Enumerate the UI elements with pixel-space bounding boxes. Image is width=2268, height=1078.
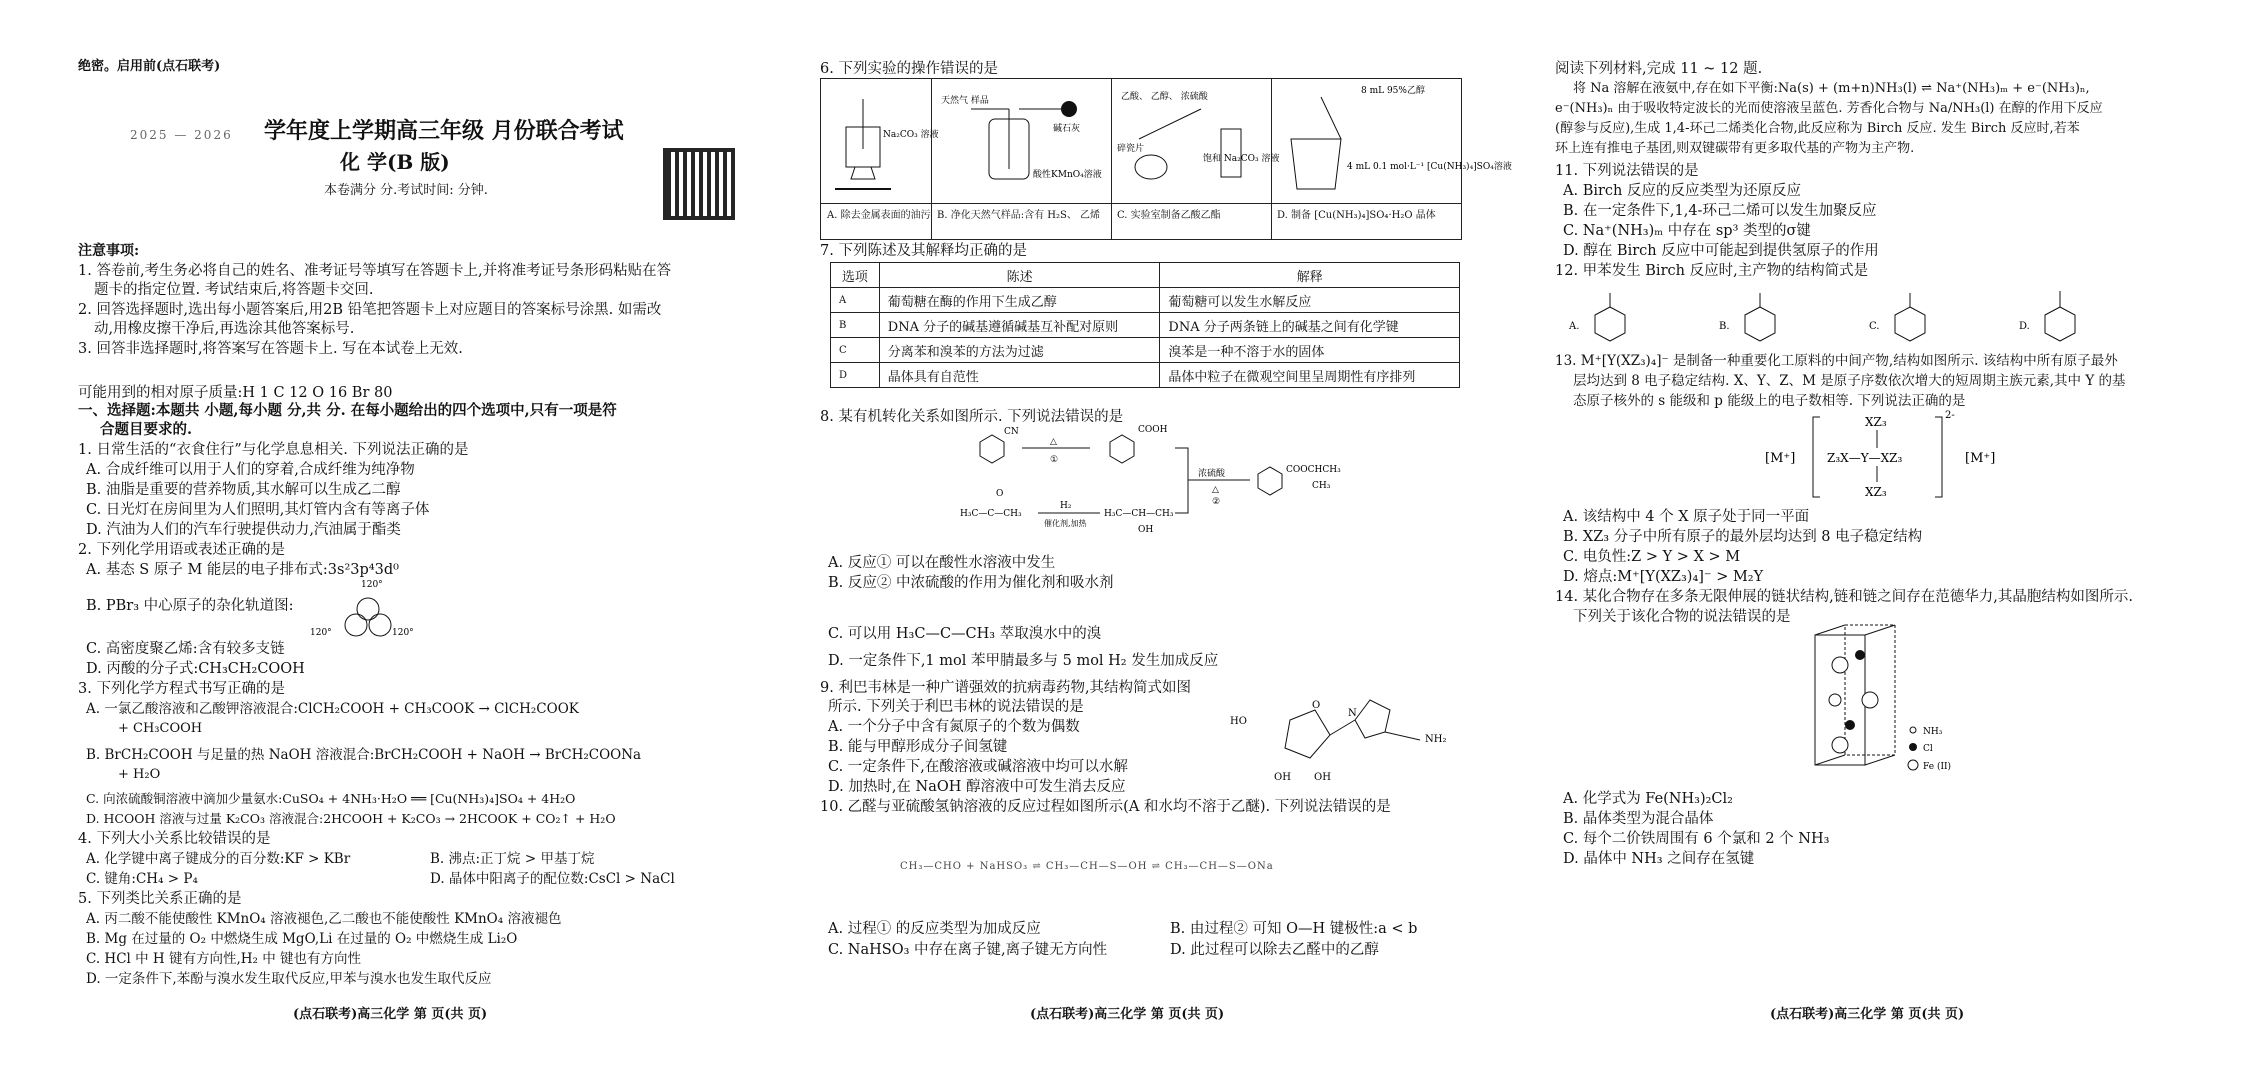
q8-opt-c: C. 可以用 H₃C—C—CH₃ 萃取溴水中的溴 bbox=[828, 626, 1102, 642]
q9-stem-b: 所示. 下列关于利巴韦林的说法错误的是 bbox=[828, 699, 1084, 715]
table-row bbox=[831, 288, 1460, 313]
label-na2co3: Na₂CO₃ 溶液 bbox=[883, 130, 939, 140]
q13-opt-b: B. XZ₃ 分子中所有原子的最外层均达到 8 电子稳定结构 bbox=[1563, 529, 1923, 545]
notice-1: 1. 答卷前,考生务必将自己的姓名、准考证号等填写在答题卡上,并将准考证号条形码粘贴在答 bbox=[78, 263, 672, 279]
q6-apparatus-grid bbox=[820, 78, 1512, 240]
label-charge: 2- bbox=[1945, 410, 1955, 421]
q4-opt-b: B. 沸点:正丁烷 > 甲基丁烷 bbox=[430, 851, 595, 867]
notice-1b: 题卡的指定位置. 考试结束后,将答题卡交回. bbox=[94, 282, 374, 298]
q11-opt-d: D. 醇在 Birch 反应中可能起到提供氢原子的作用 bbox=[1563, 243, 1879, 259]
page-footer-1: (点石联考)高三化学 第 页(共 页) bbox=[293, 1007, 488, 1022]
legend-cl: Cl bbox=[1923, 744, 1933, 754]
notice-2: 2. 回答选择题时,选出每小题答案后,用2B 铅笔把答题卡上对应题目的答案标号涂黑. 如需改 bbox=[78, 302, 662, 318]
q12-label-d: D. bbox=[2019, 321, 2030, 332]
label-kmno4: 酸性KMnO₄溶液 bbox=[1033, 170, 1102, 180]
q3-opt-b-cont: + H₂O bbox=[118, 767, 161, 782]
q8-reaction-scheme bbox=[960, 420, 1380, 550]
q14-stem-2: 下列关于该化合物的说法错误的是 bbox=[1573, 609, 1791, 625]
q10-stem: 10. 乙醛与亚硫酸氢钠溶液的反应过程如图所示(A 和水均不溶于乙醚). 下列说法错误的是 bbox=[820, 799, 1391, 815]
q1-opt-c: C. 日光灯在房间里为人们照明,其灯管内含有等离子体 bbox=[86, 502, 430, 518]
q8-stem: 8. 某有机转化关系如图所示. 下列说法错误的是 bbox=[820, 409, 1124, 425]
label-sat: 饱和 Na₂CO₃ 溶液 bbox=[1203, 154, 1280, 164]
row-b-key: B bbox=[831, 313, 880, 338]
q14-opt-c: C. 每个二价铁周围有 6 个氯和 2 个 NH₃ bbox=[1563, 831, 1830, 847]
row-c-explanation: 溴苯是一种不溶于水的固体 bbox=[1160, 338, 1460, 363]
q2-stem: 2. 下列化学用语或表述正确的是 bbox=[78, 542, 285, 558]
q4-opt-c: C. 键角:CH₄ > P₄ bbox=[86, 871, 198, 887]
atomic-mass: 可能用到的相对原子质量:H 1 C 12 O 16 Br 80 bbox=[78, 385, 393, 401]
label-step-2: ② bbox=[1212, 497, 1221, 507]
q5-opt-a: A. 丙二酸不能使酸性 KMnO₄ 溶液褪色,乙二酸也不能使酸性 KMnO₄ 溶液褪色 bbox=[86, 911, 562, 927]
label-catalyst: 催化剂,加热 bbox=[1044, 519, 1087, 528]
label-oh: OH bbox=[1138, 525, 1154, 535]
section-1-heading-b: 合题目要求的. bbox=[100, 421, 193, 438]
label-isopropanol: H₃C—CH—CH₃ bbox=[1104, 509, 1174, 519]
exam-year: 2025 — 2026 bbox=[130, 128, 233, 142]
q3-opt-a: A. 一氯乙酸溶液和乙酸钾溶液混合:ClCH₂COOH + CH₃COOK → ClCH₂COOK bbox=[86, 701, 579, 717]
label-m-left: [M⁺] bbox=[1765, 451, 1796, 466]
q6-caption-d: D. 制备 [Cu(NH₃)₄]SO₄·H₂O 晶体 bbox=[1277, 210, 1436, 221]
column-1 bbox=[78, 0, 738, 1078]
hybrid-orbital-diagram bbox=[310, 580, 414, 645]
section-1-heading: 一、选择题:本题共 小题,每小题 分,共 分. 在每小题给出的四个选项中,只有一项是符 bbox=[78, 402, 617, 419]
q7-table bbox=[830, 262, 1460, 388]
q14-opt-d: D. 晶体中 NH₃ 之间存在氢键 bbox=[1563, 851, 1755, 867]
material-line-3: (醇参与反应),生成 1,4-环己二烯类化合物,此反应称为 Birch 反应. 发生 Birch 反应时,若苯 bbox=[1555, 121, 2080, 136]
q8-opt-d: D. 一定条件下,1 mol 苯甲腈最多与 5 mol H₂ 发生加成反应 bbox=[828, 653, 1219, 669]
label-cooh: COOH bbox=[1138, 425, 1168, 435]
label-lime: 碱石灰 bbox=[1053, 124, 1081, 134]
row-a-explanation: 葡萄糖可以发生水解反应 bbox=[1160, 288, 1460, 313]
row-d-key: D bbox=[831, 363, 880, 388]
q8-opt-b: B. 反应② 中浓硫酸的作用为催化剂和吸水剂 bbox=[828, 575, 1114, 591]
q13-opt-a: A. 该结构中 4 个 X 原子处于同一平面 bbox=[1563, 509, 1810, 525]
th-option: 选项 bbox=[831, 263, 880, 288]
label-gas: 天然气 样品 bbox=[941, 96, 989, 106]
row-a-key: A bbox=[831, 288, 880, 313]
th-explanation: 解释 bbox=[1160, 263, 1460, 288]
th-statement: 陈述 bbox=[879, 263, 1160, 288]
q1-opt-a: A. 合成纤维可以用于人们的穿着,合成纤维为纯净物 bbox=[86, 462, 415, 478]
label-ho: HO bbox=[1230, 716, 1247, 727]
q13-opt-c: C. 电负性:Z > Y > X > M bbox=[1563, 549, 1741, 565]
page-footer-2: (点石联考)高三化学 第 页(共 页) bbox=[1030, 1007, 1225, 1022]
subject-title: 化 学(B 版) bbox=[340, 150, 450, 174]
q2-opt-c: C. 高密度聚乙烯:含有较多支链 bbox=[86, 641, 285, 657]
label-o: O bbox=[996, 489, 1004, 499]
q8-opt-a: A. 反应① 可以在酸性水溶液中发生 bbox=[828, 555, 1056, 571]
row-d-explanation: 晶体中粒子在微观空间里呈周期性有序排列 bbox=[1160, 363, 1460, 388]
legend-fe: Fe (II) bbox=[1923, 762, 1952, 772]
label-delta-1: △ bbox=[1050, 437, 1057, 447]
qr-code bbox=[663, 148, 735, 220]
notice-2b: 动,用橡皮擦干净后,再选涂其他答案标号. bbox=[94, 321, 355, 337]
label-m-right: [M⁺] bbox=[1965, 451, 1996, 466]
q5-opt-c: C. HCl 中 H 键有方向性,H₂ 中 键也有方向性 bbox=[86, 951, 362, 967]
q5-opt-b: B. Mg 在过量的 O₂ 中燃烧生成 MgO,Li 在过量的 O₂ 中燃烧生成 Li₂O bbox=[86, 931, 518, 947]
ribavirin-structure bbox=[1230, 680, 1470, 790]
label-ethanol: 8 mL 95%乙醇 bbox=[1361, 86, 1425, 96]
material-line-4: 环上连有推电子基团,则双键碳带有更多取代基的产物为主产物. bbox=[1555, 141, 1915, 156]
row-b-statement: DNA 分子的碱基遵循碱基互补配对原则 bbox=[879, 313, 1160, 338]
q10-opt-c: C. NaHSO₃ 中存在离子键,离子键无方向性 bbox=[828, 942, 1108, 958]
q1-opt-b: B. 油脂是重要的营养物质,其水解可以生成乙二醇 bbox=[86, 482, 401, 498]
q14-opt-b: B. 晶体类型为混合晶体 bbox=[1563, 811, 1714, 827]
label-center: Z₃X—Y—XZ₃ bbox=[1827, 451, 1903, 465]
q10-equation: CH₃—CHO + NaHSO₃ ⇌ CH₃—CH—S—OH ⇌ CH₃—CH—S—ONa bbox=[900, 861, 1274, 872]
q6-caption-c: C. 实验室制备乙酸乙酯 bbox=[1117, 210, 1221, 221]
material-line-2: e⁻(NH₃)ₙ 由于吸收特定波长的光而使溶液呈蓝色. 芳香化合物与 Na/NH₃(l) 在醇的作用下反应 bbox=[1555, 101, 2103, 116]
exam-title: 学年度上学期高三年级 月份联合考试 bbox=[264, 118, 624, 144]
row-d-statement: 晶体具有自范性 bbox=[879, 363, 1160, 388]
q6-apparatus-drawings bbox=[821, 79, 1512, 203]
q2-opt-d: D. 丙酸的分子式:CH₃CH₂COOH bbox=[86, 661, 305, 677]
label-conc-h2so4: 浓硫酸 bbox=[1198, 469, 1226, 479]
q3-opt-b: B. BrCH₂COOH 与足量的热 NaOH 溶液混合:BrCH₂COOH + NaOH → BrCH₂COONa bbox=[86, 747, 642, 763]
label-delta-2: △ bbox=[1212, 485, 1219, 495]
q12-label-b: B. bbox=[1719, 321, 1730, 332]
q11-opt-a: A. Birch 反应的反应类型为还原反应 bbox=[1563, 183, 1801, 199]
q9-stem: 9. 利巴韦林是一种广谱强效的抗病毒药物,其结构简式如图 bbox=[820, 680, 1192, 696]
score-line: 本卷满分 分.考试时间: 分钟. bbox=[324, 183, 488, 198]
q9-opt-c: C. 一定条件下,在酸溶液或碱溶液中均可以水解 bbox=[828, 759, 1128, 775]
label-mix: 乙酸、 乙醇、 浓硫酸 bbox=[1121, 92, 1208, 102]
q10-opt-a: A. 过程① 的反应类型为加成反应 bbox=[828, 921, 1041, 937]
q13-structure bbox=[1765, 412, 2025, 502]
label-oh-1: OH bbox=[1274, 772, 1291, 783]
q3-opt-c: C. 向浓硫酸铜溶液中滴加少量氨水:CuSO₄ + 4NH₃·H₂O ══ [Cu(NH₃)₄]SO₄ + 4H₂O bbox=[86, 791, 576, 806]
row-c-statement: 分离苯和溴苯的方法为过滤 bbox=[879, 338, 1160, 363]
q5-opt-d: D. 一定条件下,苯酚与溴水发生取代反应,甲苯与溴水也发生取代反应 bbox=[86, 971, 492, 987]
q11-opt-b: B. 在一定条件下,1,4-环己二烯可以发生加聚反应 bbox=[1563, 203, 1877, 219]
q12-stem: 12. 甲苯发生 Birch 反应时,主产物的结构简式是 bbox=[1555, 263, 1869, 279]
q13-stem-3: 态原子核外的 s 能级和 p 能级上的电子数相等. 下列说法正确的是 bbox=[1573, 393, 1966, 409]
table-row bbox=[831, 338, 1460, 363]
angle-label-right: 120° bbox=[392, 628, 414, 638]
q4-opt-a: A. 化学键中离子键成分的百分数:KF > KBr bbox=[86, 851, 351, 867]
q13-opt-d: D. 熔点:M⁺[Y(XZ₃)₄]⁻ > M₂Y bbox=[1563, 569, 1764, 585]
q3-opt-a-cont: + CH₃COOH bbox=[118, 721, 203, 736]
q14-opt-a: A. 化学式为 Fe(NH₃)₂Cl₂ bbox=[1563, 791, 1733, 807]
q7-stem: 7. 下列陈述及其解释均正确的是 bbox=[820, 243, 1027, 259]
row-b-explanation: DNA 分子两条链上的碱基之间有化学键 bbox=[1160, 313, 1460, 338]
q3-opt-d: D. HCOOH 溶液与过量 K₂CO₃ 溶液混合:2HCOOH + K₂CO₃ → 2HCOOK + CO₂↑ + H₂O bbox=[86, 811, 616, 826]
angle-label-left: 120° bbox=[310, 628, 332, 638]
q11-opt-c: C. Na⁺(NH₃)ₘ 中存在 sp³ 类型的σ键 bbox=[1563, 223, 1811, 239]
material-line-1: 将 Na 溶解在液氨中,存在如下平衡:Na(s) + (m+n)NH₃(l) ⇌ Na⁺(NH₃)ₘ + e⁻(NH₃)ₙ, bbox=[1573, 81, 2090, 96]
table-row bbox=[831, 363, 1460, 388]
label-ring-o: O bbox=[1312, 700, 1321, 711]
q9-opt-b: B. 能与甲醇形成分子间氢键 bbox=[828, 739, 1008, 755]
q5-stem: 5. 下列类比关系正确的是 bbox=[78, 891, 242, 907]
label-step-1: ① bbox=[1050, 455, 1059, 465]
label-cn: CN bbox=[1004, 427, 1019, 437]
label-h2: H₂ bbox=[1060, 501, 1072, 511]
notice-title: 注意事项: bbox=[78, 243, 140, 259]
label-xz3-top: XZ₃ bbox=[1865, 415, 1887, 429]
page-footer-3: (点石联考)高三化学 第 页(共 页) bbox=[1770, 1007, 1965, 1022]
q10-opt-d: D. 此过程可以除去乙醛中的乙醇 bbox=[1170, 942, 1379, 958]
q2-opt-b: B. PBr₃ 中心原子的杂化轨道图: bbox=[86, 598, 294, 614]
q6-stem: 6. 下列实验的操作错误的是 bbox=[820, 61, 998, 77]
label-nh2: NH₂ bbox=[1425, 734, 1447, 745]
q6-caption-b: B. 净化天然气样品:含有 H₂S、 乙烯 bbox=[937, 210, 1101, 221]
q9-opt-a: A. 一个分子中含有氮原子的个数为偶数 bbox=[828, 719, 1080, 735]
q4-opt-d: D. 晶体中阳离子的配位数:CsCl > NaCl bbox=[430, 871, 675, 887]
label-ch3: CH₃ bbox=[1312, 481, 1331, 491]
q13-stem-1: 13. M⁺[Y(XZ₃)₄]⁻ 是制备一种重要化工原料的中间产物,结构如图所示. 该结构中所有原子最外 bbox=[1555, 353, 2118, 369]
q3-stem: 3. 下列化学方程式书写正确的是 bbox=[78, 681, 285, 697]
table-row bbox=[831, 313, 1460, 338]
label-xz3-bottom: XZ₃ bbox=[1865, 485, 1887, 499]
q12-label-a: A. bbox=[1569, 321, 1580, 332]
notice-3: 3. 回答非选择题时,将答案写在答题卡上. 写在本试卷上无效. bbox=[78, 341, 463, 357]
label-acetone: H₃C—C—CH₃ bbox=[960, 509, 1022, 519]
q1-opt-d: D. 汽油为人们的汽车行驶提供动力,汽油属于酯类 bbox=[86, 522, 401, 538]
q4-stem: 4. 下列大小关系比较错误的是 bbox=[78, 831, 271, 847]
label-oh-2: OH bbox=[1314, 772, 1331, 783]
column-3 bbox=[1555, 0, 2215, 1078]
q6-caption-a: A. 除去金属表面的油污 bbox=[827, 210, 931, 221]
label-chip: 碎瓷片 bbox=[1117, 144, 1145, 154]
q9-opt-d: D. 加热时,在 NaOH 醇溶液中可发生消去反应 bbox=[828, 779, 1126, 795]
q10-opt-b: B. 由过程② 可知 O—H 键极性:a < b bbox=[1170, 921, 1418, 937]
label-cu-solution: 4 mL 0.1 mol·L⁻¹ [Cu(NH₃)₄]SO₄溶液 bbox=[1347, 162, 1512, 172]
q12-label-c: C. bbox=[1869, 321, 1880, 332]
column-2 bbox=[820, 0, 1512, 1078]
q1-stem: 1. 日常生活的“衣食住行”与化学息息相关. 下列说法正确的是 bbox=[78, 442, 469, 458]
secret-header: 绝密。启用前(点石联考) bbox=[78, 59, 221, 74]
q11-stem: 11. 下列说法错误的是 bbox=[1555, 163, 1699, 179]
q2-opt-a: A. 基态 S 原子 M 能层的电子排布式:3s²3p⁴3d⁰ bbox=[86, 562, 399, 578]
table-header-row bbox=[831, 263, 1460, 288]
row-c-key: C bbox=[831, 338, 880, 363]
q14-stem-1: 14. 某化合物存在多条无限伸展的链状结构,链和链之间存在范德华力,其晶胞结构如图所示. bbox=[1555, 589, 2133, 605]
angle-label-top: 120° bbox=[361, 580, 383, 590]
label-n: N bbox=[1348, 708, 1357, 719]
q14-unit-cell bbox=[1805, 625, 2005, 785]
row-a-statement: 葡萄糖在酶的作用下生成乙醇 bbox=[879, 288, 1160, 313]
legend-nh3: NH₃ bbox=[1923, 727, 1943, 737]
q13-stem-2: 层均达到 8 电子稳定结构. X、Y、Z、M 是原子序数依次增大的短周期主族元素,其中 Y 的基 bbox=[1573, 373, 2126, 389]
reading-intro: 阅读下列材料,完成 11 ~ 12 题. bbox=[1555, 61, 1763, 77]
label-ester: COOCHCH₃ bbox=[1286, 465, 1341, 475]
